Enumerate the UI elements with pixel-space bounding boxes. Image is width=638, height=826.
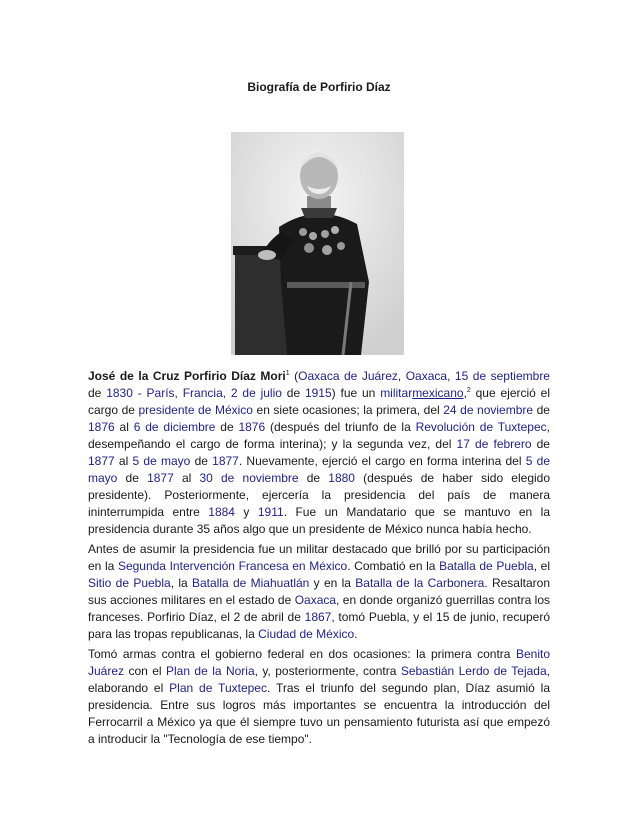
link-1877[interactable]: 1877 (147, 471, 174, 485)
link-presidente-de-mexico[interactable]: presidente de México (138, 403, 253, 417)
link-15-septiembre[interactable]: 15 de septiembre (454, 369, 550, 383)
footnote-ref[interactable]: 1 (285, 370, 290, 377)
link-plan-de-tuxtepec[interactable]: Plan de Tuxtepec (169, 681, 267, 695)
link-1830[interactable]: 1830 (106, 386, 133, 400)
link-1884[interactable]: 1884 (208, 505, 235, 519)
link-oaxaca[interactable]: Oaxaca (294, 593, 337, 607)
paragraph-intro: José de la Cruz Porfirio Díaz Mori$^1$ (Oaxaca de Juárez, Oaxaca, 15 de septiembre de 1830 - París, Francia, 2 de julio de 1915) fue un militarmexicano,$^2$ que ejerció el cargo de presidente de México en siete ocasiones; la primera, del 24 de noviembre de 1876 al 6 de diciembre de 1876 (después del triunfo de la Revolución de Tuxtepec, desempeñando el cargo de forma interina); y la segunda vez, del 17 de febrero de 1877 al 5 de mayo de 1877. Nuevamente, ejerció el cargo en forma interina del 5 de mayo de 1877 al 30 de noviembre de 1880 (después de haber sido elegido presidente). Posteriormente, ejercería la presidencia del país de manera ininterrumpida entre 1884 y 1911. Fue un Mandatario que se mantuvo en la presidencia durante 35 años algo que un presidente de México nunca había hecho. (88, 369, 551, 536)
link-30-noviembre[interactable]: 30 de noviembre (199, 471, 299, 485)
link-batalla-de-la-carbonera[interactable]: Batalla de la Carbonera (355, 576, 485, 590)
link-5-mayo[interactable]: 5 de mayo (132, 454, 191, 468)
link-batalla-de-miahuatlan[interactable]: Batalla de Miahuatlán (191, 576, 310, 590)
link-ciudad-de-mexico[interactable]: Ciudad de México (258, 627, 355, 641)
link-24-noviembre[interactable]: 24 de noviembre (443, 403, 534, 417)
link-1880[interactable]: 1880 (328, 471, 355, 485)
page-title: Biografía de Porfirio Díaz (247, 80, 391, 94)
link-17-febrero[interactable]: 17 de febrero (456, 437, 532, 451)
link-1867[interactable]: 1867 (304, 610, 332, 624)
link-oaxaca-de-juarez[interactable]: Oaxaca de Juárez (298, 369, 398, 383)
link-1911[interactable]: 1911 (257, 505, 284, 519)
link-paris[interactable]: - París, Francia, 2 de julio (132, 386, 282, 400)
paragraph-military: Antes de asumir la presidencia fue un militar destacado que brilló por su participación en la Segunda Intervención Francesa en México. Combatió en la Batalla de Puebla, el Sitio de Puebla, la Batalla de Miahuatlán y en la Batalla de la Carbonera. Resaltaron sus acciones militares en el estado de Oaxaca, en donde organizó guerrillas contra los franceses. Porfirio Díaz, el 2 de abril de 1867, tomó Puebla, y el 15 de junio, recuperó para las tropas republicanas, la Ciudad de México. (88, 542, 551, 641)
link-1876[interactable]: 1876 (238, 420, 266, 434)
link-revolucion-de-tuxtepec[interactable]: Revolución de Tuxtepec (415, 420, 547, 434)
link-plan-de-la-noria[interactable]: Plan de la Noria (165, 664, 255, 678)
link-1915[interactable]: 1915 (304, 386, 332, 400)
paragraph-politics: Tomó armas contra el gobierno federal en dos ocasiones: la primera contra Benito Juárez con el Plan de la Noria, y, posteriormente, contra Sebastián Lerdo de Tejada, elaborando el Plan de Tuxtepec. Tras el triunfo del segundo plan, Díaz asumió la presidencia. Entre sus logros más importantes se encuentra la introducción del Ferrocarril a México ya que él siempre tuvo un pensamiento futurista así que empezó a introducir la "Tecnología de ese tiempo". (88, 647, 551, 746)
link-mexicano[interactable]: mexicano (412, 386, 464, 400)
link-segunda-intervencion[interactable]: Segunda Intervención Francesa en México (117, 559, 348, 573)
link-1877[interactable]: 1877 (212, 454, 239, 468)
link-1877[interactable]: 1877 (88, 454, 115, 468)
link-benito-juarez[interactable]: Benito Juárez (88, 647, 550, 678)
link-6-diciembre[interactable]: 6 de diciembre (133, 420, 216, 434)
link-oaxaca[interactable]: Oaxaca (405, 369, 448, 383)
link-batalla-de-puebla[interactable]: Batalla de Puebla (439, 559, 534, 573)
footnote-ref[interactable]: 2 (466, 387, 471, 394)
biography-text (88, 368, 550, 751)
portrait-photo (231, 132, 404, 355)
portrait-photo-icon (231, 132, 404, 355)
link-sebastian-lerdo[interactable]: Sebastián Lerdo de Tejada (400, 664, 547, 678)
link-sitio-de-puebla[interactable]: Sitio de Puebla (88, 576, 171, 590)
link-militar[interactable]: militar (380, 386, 413, 400)
link-1876[interactable]: 1876 (88, 420, 115, 434)
person-name: José de la Cruz Porfirio Díaz Mori (88, 369, 286, 383)
link-5-mayo[interactable]: 5 de mayo (88, 454, 551, 485)
